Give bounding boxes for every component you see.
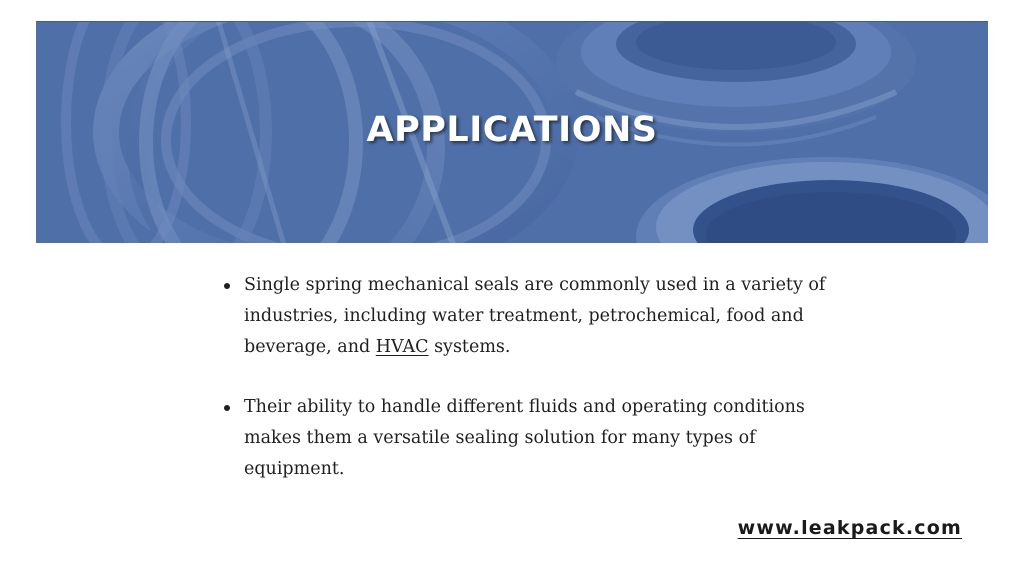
list-item bbox=[222, 392, 832, 485]
hvac-link[interactable]: HVAC bbox=[375, 337, 429, 357]
bullet-icon bbox=[224, 283, 230, 289]
bullet-icon bbox=[224, 405, 230, 411]
website-link[interactable]: www.leakpack.com bbox=[737, 517, 962, 539]
bullet-text: Their ability to handle different fluids and operating conditions makes them a versatile sealing solution for many types of equipment. bbox=[244, 397, 805, 479]
header-banner bbox=[36, 21, 988, 243]
bullet-list bbox=[222, 270, 832, 514]
bullet-text-part: systems. bbox=[428, 337, 511, 357]
bullet-text-part: Single spring mechanical seals are commonly used in a variety of industries, including water treatment, petrochemical, food and beverage, and bbox=[244, 275, 826, 357]
list-item bbox=[222, 270, 832, 363]
page-title: APPLICATIONS bbox=[366, 110, 658, 150]
